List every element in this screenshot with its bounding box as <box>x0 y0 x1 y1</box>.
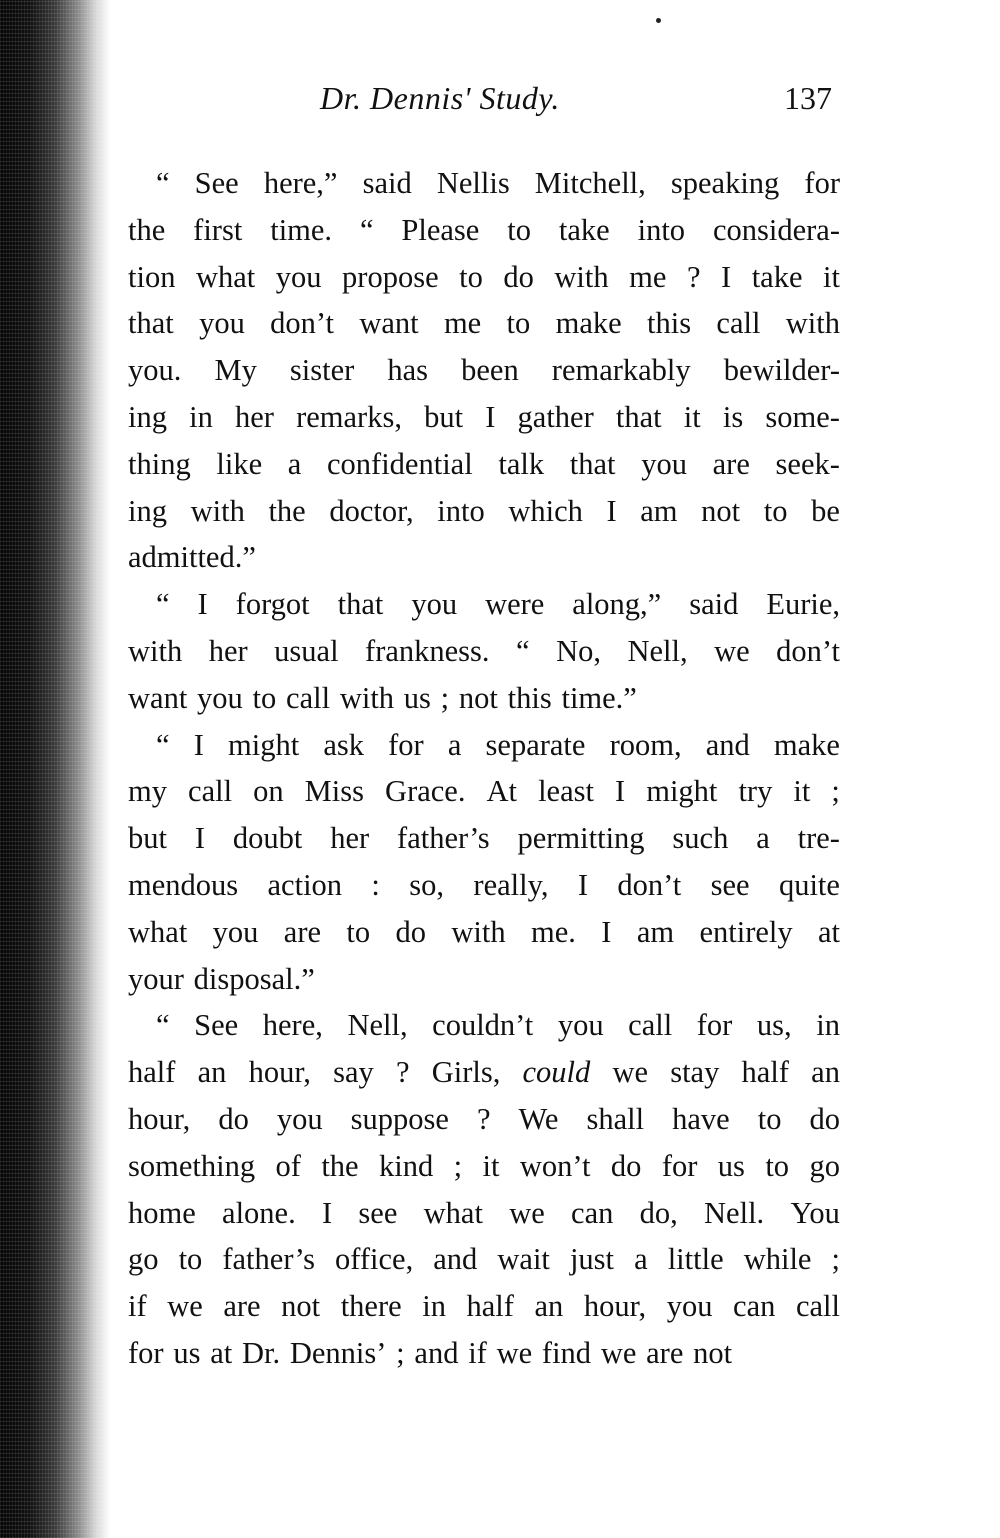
text-line: admitted.” <box>128 540 256 575</box>
text-line: go to father’s office, and wait just a little while ; <box>128 1242 840 1277</box>
text-line: with her usual frankness. “ No, Nell, we don’t <box>128 633 840 668</box>
text-line: my call on Miss Grace. At least I might try it ; <box>128 774 840 809</box>
text-line: your disposal.” <box>128 961 315 996</box>
text-line: if we are not there in half an hour, you can call <box>128 1289 840 1324</box>
page-header <box>320 80 832 130</box>
text-line: what you are to do with me. I am entirely at <box>128 914 840 949</box>
text-line: “ See here, Nell, couldn’t you call for us, in <box>156 1008 840 1043</box>
page-number: 137 <box>784 80 832 116</box>
text-line: for us at Dr. Dennis’ ; and if we find we are not <box>128 1335 733 1370</box>
ink-speck <box>656 18 661 23</box>
text-line: hour, do you suppose ? We shall have to do <box>128 1101 840 1136</box>
text-line: “ See here,” said Nellis Mitchell, speaking for <box>156 166 840 200</box>
text-line: mendous action : so, really, I don’t see quite <box>128 867 840 902</box>
text-line: that you don’t want me to make this call with <box>128 306 840 341</box>
text-line: ing in her remarks, but I gather that it is some- <box>128 399 840 434</box>
text-line: the first time. “ Please to take into considera- <box>128 212 840 247</box>
text-line: “ I forgot that you were along,” said Eurie, <box>156 587 840 622</box>
text-line: you. My sister has been remarkably bewilder- <box>128 353 840 388</box>
text-line: want you to call with us ; not this time.” <box>128 680 637 715</box>
text-line: ing with the doctor, into which I am not to be <box>128 493 840 528</box>
text-line: but I doubt her father’s permitting such a tre- <box>128 821 840 856</box>
text-line: thing like a confidential talk that you are seek- <box>128 446 840 481</box>
text-line: home alone. I see what we can do, Nell. You <box>128 1195 840 1230</box>
body-text <box>128 160 840 1377</box>
text-line: tion what you propose to do with me ? I take it <box>128 259 840 294</box>
text-line: something of the kind ; it won’t do for us to go <box>128 1148 840 1183</box>
text-line: “ I might ask for a separate room, and make <box>156 727 840 762</box>
running-title: Dr. Dennis' Study. <box>320 80 560 116</box>
page-binding-edge <box>0 0 110 1538</box>
text-line: half an hour, say ? Girls, could we stay half an <box>128 1055 840 1090</box>
